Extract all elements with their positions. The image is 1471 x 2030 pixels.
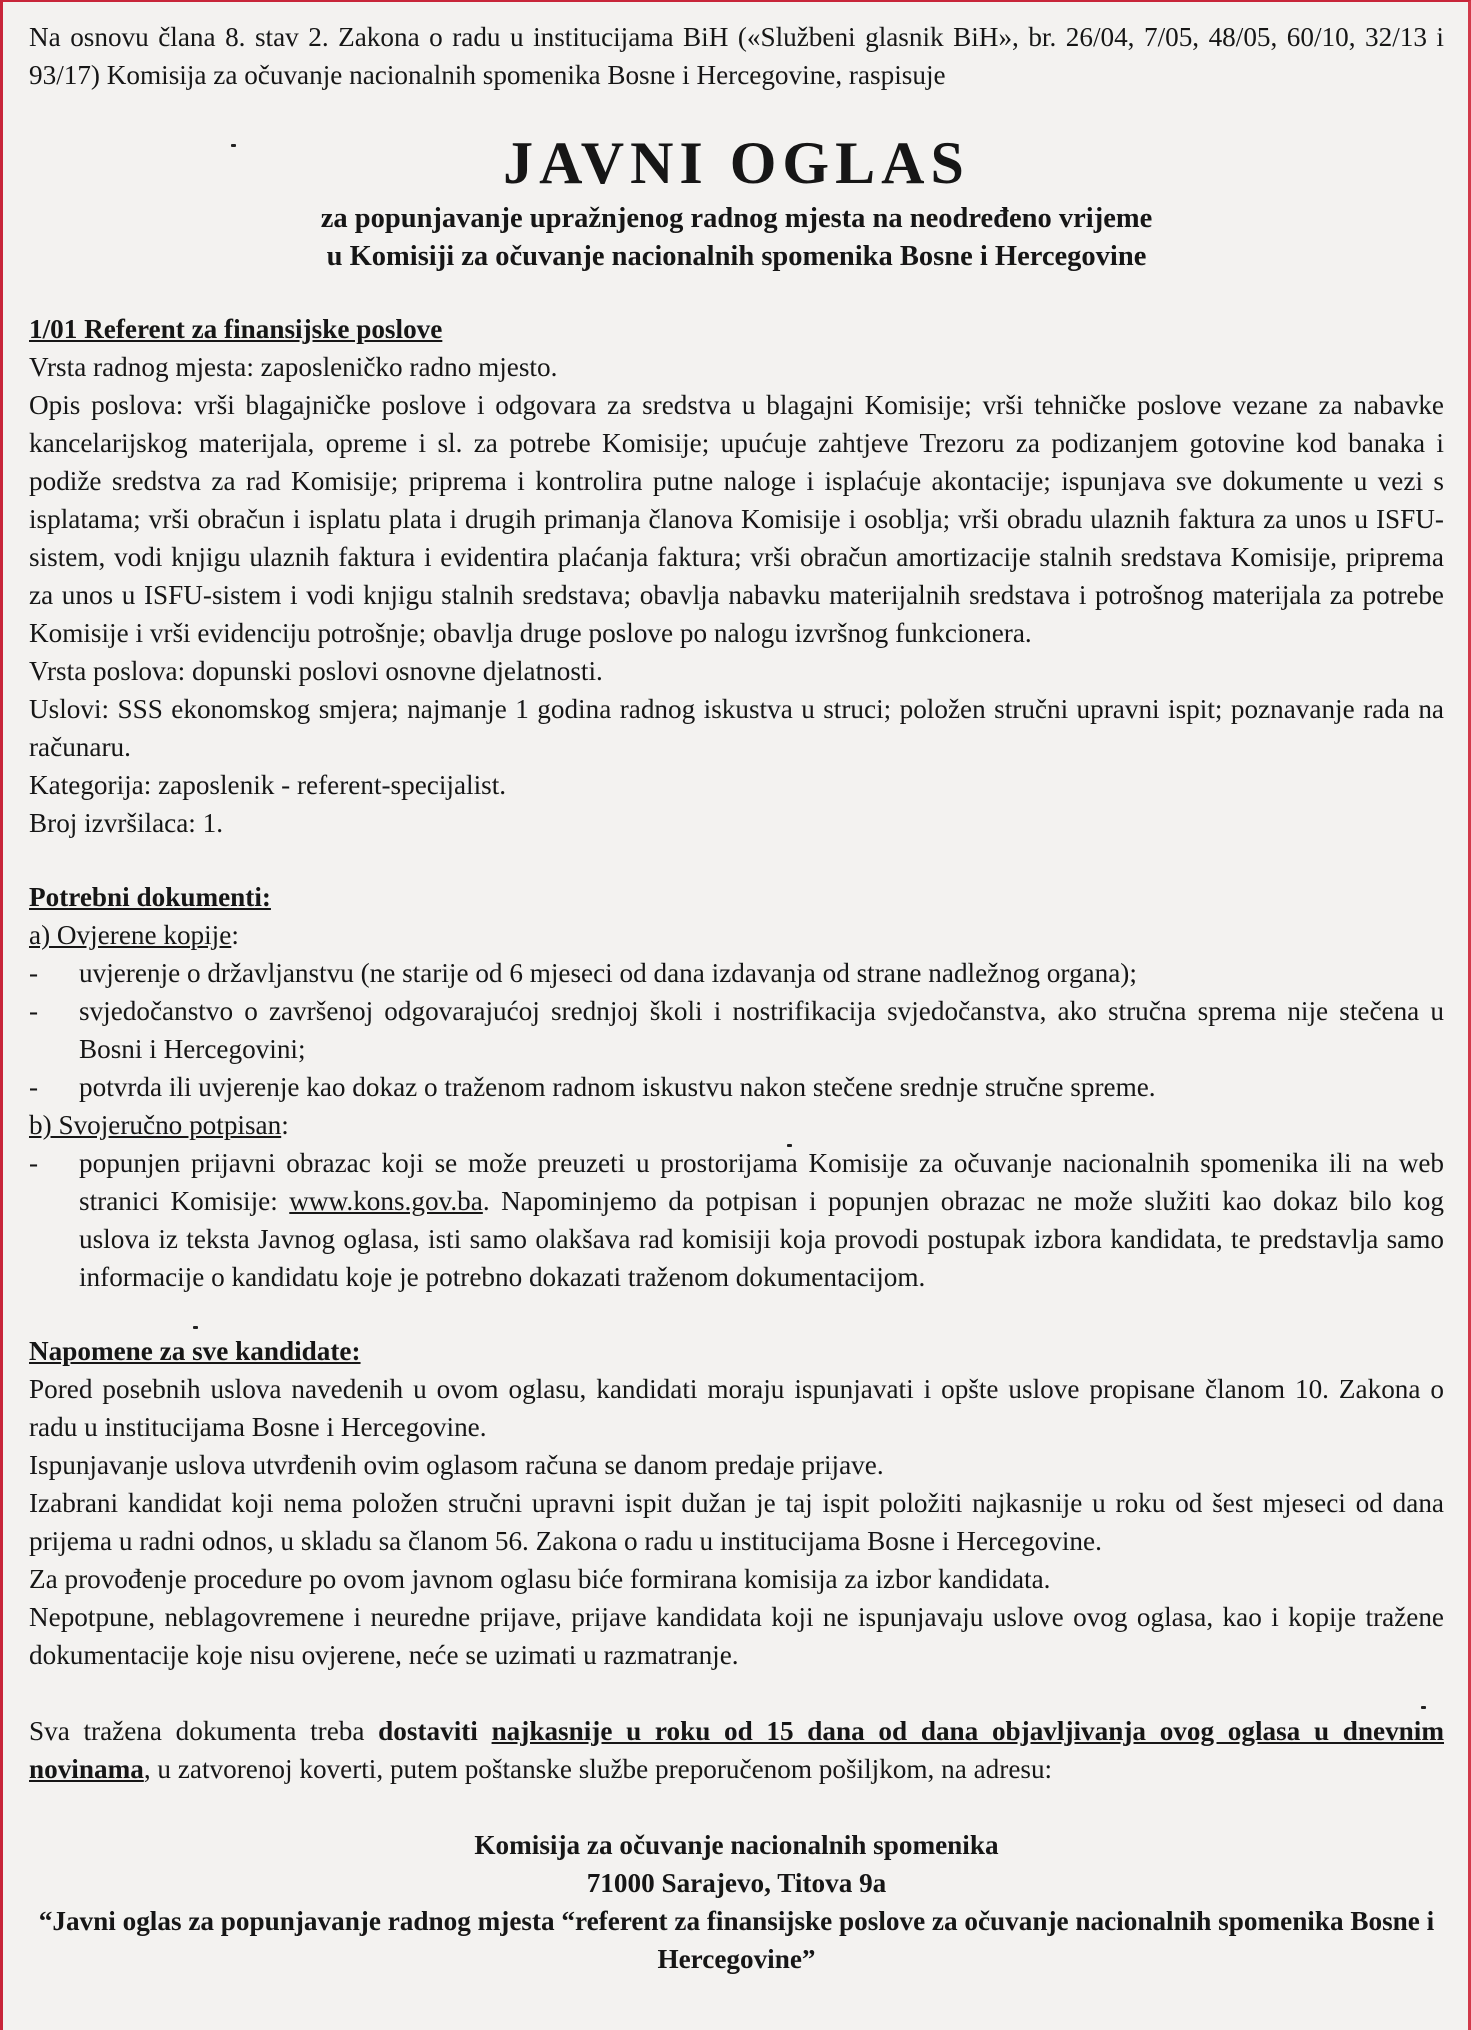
job-description: Opis poslova: vrši blagajničke poslove i odgovara za sredstva u blagajni Komisije; vrši tehničke poslove vezane za nabavke kancelarijskog materijala, opreme i sl. za potrebe Komisije; upućuje zahtjeve Trezoru za podizanjem gotovine kod banaka i podiže sredstva za rad Komisije; priprema i kontrolira putne naloge i isplaćuje akontacije; ispunjava sve dokumente u vezi s isplatama; vrši obračun i isplatu plata i drugih primanja članova Komisije i osoblja; vrši obradu ulaznih faktura za unos u ISFU-sistem, vodi knjigu ulaznih faktura i evidentira plaćanja faktura; vrši obračun amortizacije stalnih sredstava Komisije, priprema za unos u ISFU-sistem i vodi knjigu stalnih sredstava; obavlja nabavku materijalnih sredstava i potrošnog materijala za potrebe Komisije i vrši evidenciju potrošnje; obavlja druge poslove po nalogu izvršnog funkcionera.: [29, 390, 1444, 648]
spacer: [29, 842, 1444, 878]
submission-paragraph: [29, 1712, 1444, 1788]
group-b-label: [29, 1106, 1444, 1144]
group-b-label-suffix: :: [281, 1110, 289, 1140]
group-b-label-text: b) Svojeručno potpisan: [29, 1110, 282, 1140]
print-speck: [1421, 1706, 1426, 1709]
spacer: [29, 1296, 1444, 1332]
dash-bullet: -: [29, 1148, 39, 1178]
address-line-3: “Javni oglas za popunjavanje radnog mjesta “referent za finansijske poslove za očuvanje nacionalnih spomenika Bosne i Hercegovine”: [38, 1906, 1435, 1974]
group-a-label-suffix: :: [231, 920, 239, 950]
website-link[interactable]: www.kons.gov.ba: [289, 1186, 483, 1216]
submission-space: [478, 1716, 492, 1746]
list-item: [29, 1068, 1444, 1106]
print-speck: [787, 1144, 792, 1147]
submission-text-end: , u zatvorenoj koverti, putem poštanske službe preporučenom pošiljkom, na adresu:: [143, 1754, 1053, 1784]
position-heading: 1/01 Referent za finansijske poslove: [29, 314, 443, 344]
subtitle-line-2: u Komisiji za očuvanje nacionalnih spomenika Bosne i Hercegovine: [326, 241, 1147, 272]
work-type: Vrsta poslova: dopunski poslovi osnovne djelatnosti.: [29, 656, 603, 686]
address-block: [29, 1826, 1444, 1978]
notes-section: [29, 1332, 1444, 1674]
group-b-list: [29, 1144, 1444, 1296]
intro-paragraph: Na osnovu člana 8. stav 2. Zakona o radu u institucijama BiH («Službeni glasnik BiH», br. 26/04, 7/05, 48/05, 60/10, 32/13 i 93/17) Komisija za očuvanje nacionalnih spomenika Bosne i Hercegovine, raspisuje: [29, 22, 1444, 90]
submission-deadline: najkasnije u roku od 15 dana od dana objavljivanja ovog oglasa u dnevnim novinama: [29, 1716, 1445, 1784]
list-item-text: uvjerenje o državljanstvu (ne starije od 6 mjeseci od dana izdavanja od strane nadležnog organa);: [79, 958, 1137, 988]
group-a-label-text: a) Ovjerene kopije: [29, 920, 232, 950]
position-section: [29, 310, 1444, 842]
address-line-2: 71000 Sarajevo, Titova 9a: [586, 1868, 887, 1898]
spacer: [29, 1788, 1444, 1826]
spacer: [29, 1674, 1444, 1712]
notes-heading-suffix: :: [351, 1336, 361, 1366]
group-a-label: [29, 916, 1444, 954]
group-a-list: [29, 954, 1444, 1106]
submission-text-start: Sva tražena dokumenta treba: [29, 1716, 379, 1746]
subtitle-line-1: za popunjavanje upražnjenog radnog mjesta na neodređeno vrijeme: [320, 203, 1153, 234]
requirements: Uslovi: SSS ekonomskog smjera; najmanje 1 godina radnog iskustva u struci; položen stručni upravni ispit; poznavanje rada na računaru.: [29, 694, 1444, 762]
list-item-text-start: popunjen prijavni obrazac koji se može preuzeti u prostorijama Komisije za očuvanje nacionalnih spomenika ili na web stranici Komisije:: [79, 1148, 1444, 1216]
documents-heading: Potrebni dokumenti:: [29, 882, 271, 912]
dash-bullet: -: [29, 1072, 39, 1102]
number-of-positions: Broj izvršilaca: 1.: [29, 808, 224, 838]
note-paragraph: Izabrani kandidat koji nema položen stručni upravni ispit dužan je taj ispit položiti najkasnije u roku od šest mjeseci od dana prijema u radni odnos, u skladu sa članom 56. Zakona o radu u institucijama Bosne i Hercegovine.: [29, 1488, 1444, 1556]
list-item-text-end: . Napominjemo da potpisan i popunjen obrazac ne može služiti kao dokaz bilo kog uslova iz teksta Javnog oglasa, isti samo olakšava rad komisiji koja provodi postupak izbora kandidata, te predstavlja samo informacije o kandidatu koje je potrebno dokazati traženom dokumentacijom.: [79, 1186, 1444, 1292]
list-item: [29, 1144, 1444, 1296]
list-item: [29, 992, 1444, 1068]
category: Kategorija: zaposlenik - referent-specijalist.: [29, 770, 507, 800]
print-speck: [193, 1326, 198, 1329]
list-item-text: potvrda ili uvjerenje kao dokaz o traženom radnom iskustvu nakon stečene srednje stručne spreme.: [79, 1072, 1156, 1102]
print-speck: [231, 144, 236, 147]
notes-heading-text: Napomene za sve kandidate: [29, 1336, 352, 1366]
note-paragraph: Ispunjavanje uslova utvrđenih ovim oglasom računa se danom predaje prijave.: [29, 1450, 884, 1480]
notes-heading: [29, 1332, 1444, 1370]
note-paragraph: Pored posebnih uslova navedenih u ovom oglasu, kandidati moraju ispunjavati i opšte uslove propisane članom 10. Zakona o radu u institucijama Bosne i Hercegovine.: [29, 1374, 1444, 1442]
note-paragraph: Za provođenje procedure po ovom javnom oglasu biće formirana komisija za izbor kandidata.: [29, 1564, 1051, 1594]
address-line-1: Komisija za očuvanje nacionalnih spomenika: [474, 1830, 999, 1860]
note-paragraph: Nepotpune, neblagovremene i neuredne prijave, prijave kandidata koji ne ispunjavaju uslove ovog oglasa, kao i kopije tražene dokumentacije koje nisu ovjerene, neće se uzimati u razmatranje.: [29, 1602, 1444, 1670]
advertisement-title: JAVNI OGLAS: [503, 130, 970, 196]
documents-section: [29, 878, 1444, 1296]
dash-bullet: -: [29, 996, 39, 1026]
dash-bullet: -: [29, 958, 39, 988]
spacer: [29, 276, 1444, 310]
list-item-text: svjedočanstvo o završenoj odgovarajućoj srednjoj školi i nostrifikacija svjedočanstva, ako stručna sprema nije stečena u Bosni i Hercegovini;: [79, 996, 1444, 1064]
position-type: Vrsta radnog mjesta: zaposleničko radno mjesto.: [29, 352, 558, 382]
list-item: [29, 954, 1444, 992]
submission-bold: dostaviti: [378, 1716, 478, 1746]
